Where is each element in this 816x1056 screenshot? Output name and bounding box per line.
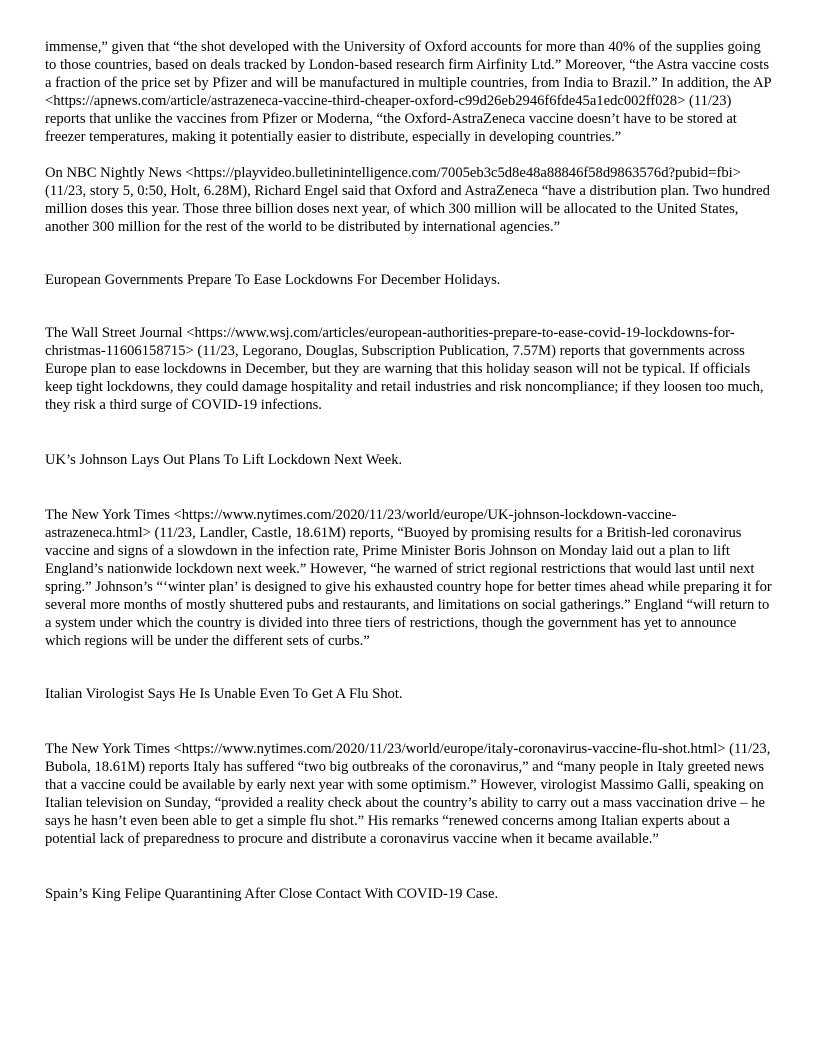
spacer <box>45 414 773 451</box>
paragraph-nyt-uk: The New York Times <https://www.nytimes.com/2020/11/23/world/europe/UK-johnson-lockdown-vaccine-astrazeneca.html> (11/23, Landler, Castle, 18.61M) reports, “Buoyed by promising results for a British-led coronavirus vaccine and signs of a slowdown in the infection rate, Prime Minister Boris Johnson on Monday laid out a plan to lift England’s nationwide lockdown next week.” However, “he warned of strict regional restrictions that would last until next spring.” Johnson’s “‘winter plan’ is designed to give his exhausted country hope for better times ahead while preparing it for several more months of mostly shuttered pubs and restaurants, and limitations on social gatherings.” England “will return to a system under which the country is divided into three tiers of restrictions, though the government has yet to announce which regions will be under the different sets of curbs.” <box>45 507 772 649</box>
headline-european-lockdowns: European Governments Prepare To Ease Lockdowns For December Holidays. <box>45 272 501 288</box>
headline-spain-king: Spain’s King Felipe Quarantining After Close Contact With COVID-19 Case. <box>45 886 499 902</box>
spacer <box>45 289 773 324</box>
spacer <box>45 236 773 271</box>
spacer <box>45 469 773 506</box>
paragraph-wsj-europe: The Wall Street Journal <https://www.wsj.com/articles/european-authorities-prepare-to-ease-covid-19-lockdowns-for-christmas-11606158715> (11/23, Legorano, Douglas, Subscription Publication, 7.57M) reports that governments across Europe plan to ease lockdowns in December, but they are warning that this holiday season will not be typical. If officials keep tight lockdowns, they could damage hospitality and retail industries and risk noncompliance; if they loosen too much, they risk a third surge of COVID-19 infections. <box>45 325 764 413</box>
spacer <box>45 146 773 164</box>
paragraph-astrazeneca-pricing: immense,” given that “the shot developed with the University of Oxford accounts for more than 40% of the supplies going to those countries, based on deals tracked by London-based research firm Airfinity Ltd.” Moreover, “the Astra vaccine costs a fraction of the price set by Pfizer and will be manufactured in multiple countries, from India to Brazil.” In addition, the AP <https://apnews.com/article/astrazeneca-vaccine-third-cheaper-oxford-c99d26eb2946f6fde45a1edc002ff028> (11/23) reports that unlike the vaccines from Pfizer or Moderna, “the Oxford-AstraZeneca vaccine doesn’t have to be stored at freezer temperatures, making it potentially easier to distribute, especially in developing countries.” <box>45 39 772 145</box>
headline-uk-johnson: UK’s Johnson Lays Out Plans To Lift Lockdown Next Week. <box>45 452 403 468</box>
paragraph-nbc-nightly-news: On NBC Nightly News <https://playvideo.bulletinintelligence.com/7005eb3c5d8e48a88846f58d9863576d?pubid=fbi> (11/23, story 5, 0:50, Holt, 6.28M), Richard Engel said that Oxford and AstraZeneca “have a distribution plan. Two hundred million doses this year. Those three billion doses next year, of which 300 million will be allocated to the United States, another 300 million for the rest of the world to be distributed by international agencies.” <box>45 165 770 235</box>
spacer <box>45 650 773 685</box>
document-page <box>45 38 773 903</box>
spacer <box>45 848 773 885</box>
headline-italian-virologist: Italian Virologist Says He Is Unable Even To Get A Flu Shot. <box>45 686 403 702</box>
spacer <box>45 703 773 740</box>
paragraph-nyt-italy: The New York Times <https://www.nytimes.com/2020/11/23/world/europe/italy-coronavirus-vaccine-flu-shot.html> (11/23, Bubola, 18.61M) reports Italy has suffered “two big outbreaks of the coronavirus,” and “many people in Italy greeted news that a vaccine could be available by early next year with some optimism.” However, virologist Massimo Galli, speaking on Italian television on Sunday, “provided a reality check about the country’s ability to carry out a mass vaccination drive – he says he hasn’t even been able to get a simple flu shot.” His remarks “renewed concerns among Italian experts about a potential lack of preparedness to procure and distribute a coronavirus vaccine when it became available.” <box>45 741 771 847</box>
